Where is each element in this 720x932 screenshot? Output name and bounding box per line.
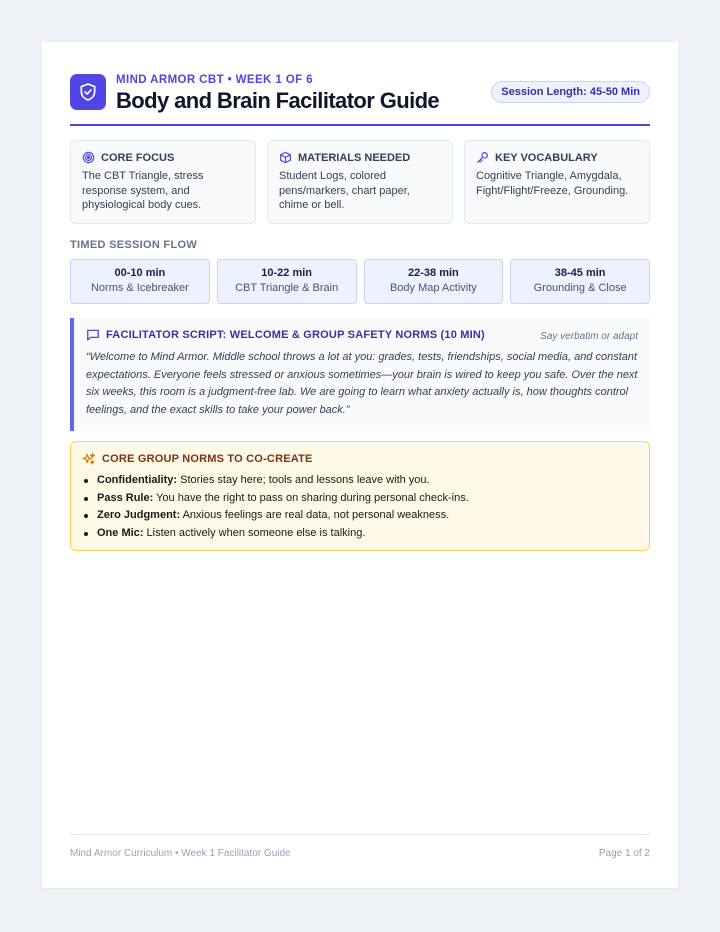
norms-list — [82, 472, 638, 542]
norm-term: Pass Rule: — [97, 491, 154, 504]
norm-text: Stories stay here; tools and lessons leave with you. — [177, 474, 430, 486]
materials-card — [267, 140, 453, 224]
key-icon — [476, 151, 489, 164]
shield-check-icon — [70, 74, 106, 110]
overview-cards — [70, 140, 650, 224]
group-norms — [70, 441, 650, 551]
vocabulary-card — [464, 140, 650, 224]
header — [70, 74, 650, 126]
step-label: Norms & Icebreaker — [90, 282, 189, 294]
card-title: KEY VOCABULARY — [495, 151, 598, 164]
footer-divider — [70, 834, 650, 835]
target-icon — [82, 151, 95, 164]
step-time: 38-45 min — [554, 267, 606, 279]
facilitator-script — [70, 318, 650, 431]
list-item — [82, 507, 638, 525]
norm-term: Confidentiality: — [97, 474, 178, 486]
chat-icon — [86, 328, 100, 342]
flow-step — [364, 259, 504, 304]
sparkles-icon — [82, 452, 96, 466]
header-divider — [70, 124, 650, 126]
flow-step — [70, 259, 210, 304]
script-title: FACILITATOR SCRIPT: WELCOME & GROUP SAFETY NORMS (10 MIN) — [106, 329, 485, 341]
step-time: 00-10 min — [114, 267, 166, 279]
session-length-badge: Session Length: 45-50 Min — [491, 81, 650, 103]
core-focus-card — [70, 140, 256, 224]
card-title: MATERIALS NEEDED — [298, 151, 411, 164]
norms-title: CORE GROUP NORMS TO CO-CREATE — [102, 453, 313, 465]
page-number: Page 1 of 2 — [598, 848, 650, 859]
step-label: Body Map Activity — [389, 282, 477, 294]
norm-text: Listen actively when someone else is talking. — [143, 526, 366, 539]
list-item — [82, 525, 638, 543]
norm-text: You have the right to pass on sharing during personal check-ins. — [153, 491, 469, 504]
session-flow — [70, 259, 650, 304]
flow-step — [510, 259, 650, 304]
list-item — [82, 490, 638, 508]
step-time: 22-38 min — [408, 267, 459, 279]
flow-step — [217, 259, 357, 304]
flow-heading: TIMED SESSION FLOW — [70, 239, 198, 251]
card-title: CORE FOCUS — [101, 151, 175, 164]
page-title: Body and Brain Facilitator Guide — [116, 88, 440, 113]
norm-text: Anxious feelings are real data, not personal weakness. — [180, 509, 450, 521]
card-body: Student Logs, colored pens/markers, chart paper, chime or bell. — [279, 170, 410, 211]
step-time: 10-22 min — [261, 267, 312, 279]
script-note: Say verbatim or adapt — [540, 331, 638, 342]
box-icon — [279, 151, 292, 164]
step-label: Grounding & Close — [533, 282, 627, 294]
norm-term: Zero Judgment: — [97, 509, 181, 521]
course-eyebrow: MIND ARMOR CBT • WEEK 1 OF 6 — [116, 74, 313, 86]
step-label: CBT Triangle & Brain — [235, 282, 339, 294]
footer-left: Mind Armor Curriculum • Week 1 Facilitator Guide — [70, 848, 291, 859]
norm-term: One Mic: — [97, 526, 144, 539]
card-body: The CBT Triangle, stress response system, and physiological body cues. — [82, 170, 204, 211]
script-text: “Welcome to Mind Armor. Middle school throws a lot at you: grades, tests, friendships, social media, and constant expectations. Everyone feels stressed or anxious sometimes—your brain is wired to keep you safe. Over the next six weeks, this room is a judgment-free lab. We are going to learn what anxiety actually is, how thoughts control feelings, and the exact skills to take your power back.” — [86, 351, 638, 416]
list-item — [82, 472, 638, 490]
guide-page — [42, 42, 678, 888]
card-body: Cognitive Triangle, Amygdala, Fight/Flight/Freeze, Grounding. — [476, 170, 629, 197]
